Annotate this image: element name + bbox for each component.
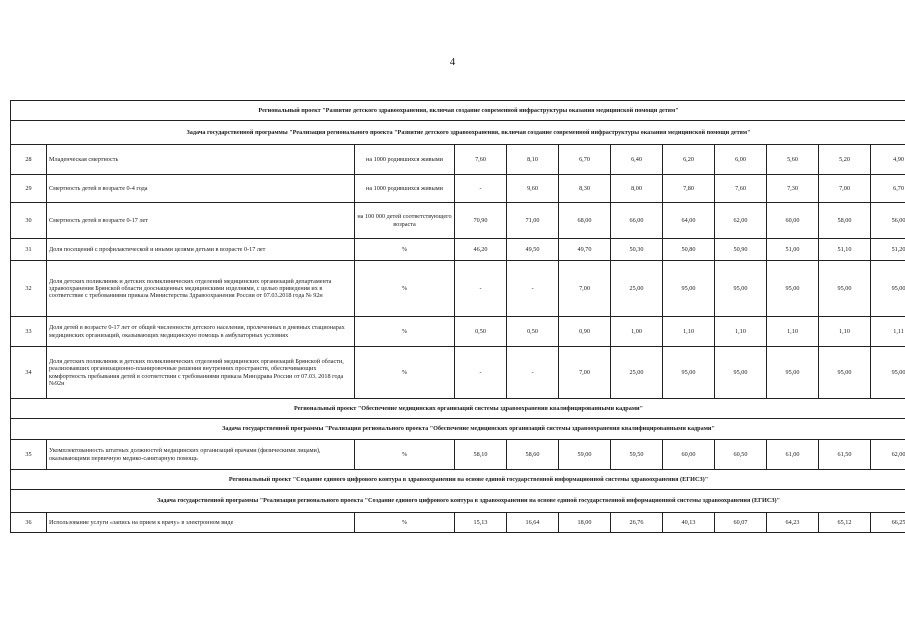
indicator-value: 95,00 [819, 261, 871, 317]
indicator-value: 7,00 [819, 175, 871, 203]
indicator-value: 4,90 [871, 145, 905, 175]
indicator-value: 59,50 [611, 440, 663, 470]
indicator-value: 50,90 [715, 239, 767, 261]
indicator-name: Доля детских поликлиник и детских поликлинических отделений медицинских организаций департамента здравоохранения Брянской области дооснащенных медицинскими изделиями, с целью приведения их в соответствие с требованиями приказа Министерства Здравоохранения России от 07.03.2018 года № 92н [47, 261, 355, 317]
indicator-value: - [455, 175, 507, 203]
unit-of-measure: % [355, 261, 455, 317]
unit-of-measure: на 1000 родившихся живыми [355, 145, 455, 175]
table-row [11, 317, 905, 347]
regional-project-title: Региональный проект "Создание единого цифрового контура в здравоохранении на основе единой государственной информационной системы здравоохранения (ЕГИСЗ)" [11, 470, 905, 490]
program-task-title: Задача государственной программы "Реализация регионального проекта "Создание единого цифрового контура в здравоохранении на основе единой государственной информационной системы здравоохранения (ЕГИСЗ)" [11, 490, 905, 513]
row-number: 34 [11, 347, 47, 399]
program-task-title: Задача государственной программы "Реализация регионального проекта "Обеспечение медицинских организаций системы здравоохранения квалифицированными кадрами" [11, 419, 905, 440]
indicator-value: 6,20 [663, 145, 715, 175]
program-task-row [11, 121, 905, 145]
indicator-value: 95,00 [715, 347, 767, 399]
unit-of-measure: на 1000 родившихся живыми [355, 175, 455, 203]
regional-project-row [11, 399, 905, 419]
indicator-value: 64,23 [767, 513, 819, 533]
table-row [11, 261, 905, 317]
indicator-value: 16,64 [507, 513, 559, 533]
indicator-value: 6,70 [559, 145, 611, 175]
indicator-value: 51,10 [819, 239, 871, 261]
indicator-value: 95,00 [663, 347, 715, 399]
table-row [11, 203, 905, 239]
indicator-value: 1,10 [767, 317, 819, 347]
regional-project-title: Региональный проект "Развитие детского здравоохранения, включая создание современной инфраструктуры оказания медицинской помощи детям" [11, 101, 905, 121]
indicator-name: Доля детей в возрасте 0-17 лет от общей численности детского населения, пролеченных в дневных стационарах медицинских организаций, оказывающих медицинскую помощь в амбулаторных условиях [47, 317, 355, 347]
indicator-value: 15,13 [455, 513, 507, 533]
indicator-value: 58,00 [819, 203, 871, 239]
indicator-value: 7,80 [663, 175, 715, 203]
table-row [11, 175, 905, 203]
indicator-value: 7,00 [559, 347, 611, 399]
unit-of-measure: % [355, 513, 455, 533]
indicator-value: 71,00 [507, 203, 559, 239]
indicator-name: Доля посещений с профилактической и иными целями детьми в возрасте 0-17 лет [47, 239, 355, 261]
indicator-value: 60,00 [767, 203, 819, 239]
indicator-value: 95,00 [767, 261, 819, 317]
indicator-value: 0,50 [507, 317, 559, 347]
indicator-value: 50,30 [611, 239, 663, 261]
indicator-value: 1,00 [611, 317, 663, 347]
indicator-value: 95,00 [871, 347, 905, 399]
indicator-value: 1,11 [871, 317, 905, 347]
indicator-value: 62,00 [871, 440, 905, 470]
indicator-name: Смертность детей в возрасте 0-4 года [47, 175, 355, 203]
indicator-value: 95,00 [819, 347, 871, 399]
indicator-value: 70,90 [455, 203, 507, 239]
unit-of-measure: % [355, 317, 455, 347]
indicator-value: 65,12 [819, 513, 871, 533]
indicator-value: - [455, 347, 507, 399]
table-row [11, 513, 905, 533]
indicator-value: 95,00 [715, 261, 767, 317]
indicator-value: 5,20 [819, 145, 871, 175]
indicator-value: 6,00 [715, 145, 767, 175]
table-row [11, 239, 905, 261]
indicator-value: 8,00 [611, 175, 663, 203]
indicator-value: 56,00 [871, 203, 905, 239]
indicator-value: 5,60 [767, 145, 819, 175]
row-number: 29 [11, 175, 47, 203]
unit-of-measure: % [355, 347, 455, 399]
indicator-value: 49,50 [507, 239, 559, 261]
indicator-name: Смертность детей в возрасте 0-17 лет [47, 203, 355, 239]
indicator-value: 95,00 [663, 261, 715, 317]
regional-project-row [11, 470, 905, 490]
indicator-value: 62,00 [715, 203, 767, 239]
indicator-value: 9,60 [507, 175, 559, 203]
table-row [11, 440, 905, 470]
indicator-value: 7,60 [455, 145, 507, 175]
regional-project-title: Региональный проект "Обеспечение медицинских организаций системы здравоохранения квалифицированными кадрами" [11, 399, 905, 419]
indicator-value: 60,50 [715, 440, 767, 470]
indicator-value: 26,76 [611, 513, 663, 533]
indicator-value: 60,07 [715, 513, 767, 533]
unit-of-measure: на 100 000 детей соответствующего возраста [355, 203, 455, 239]
indicator-value: - [507, 347, 559, 399]
indicator-value: 6,40 [611, 145, 663, 175]
indicator-value: 7,60 [715, 175, 767, 203]
page-number: 4 [449, 56, 456, 68]
indicator-value: 61,00 [767, 440, 819, 470]
indicator-value: 8,10 [507, 145, 559, 175]
indicators-table [10, 100, 905, 533]
indicator-value: 51,20 [871, 239, 905, 261]
indicator-value: 95,00 [871, 261, 905, 317]
indicator-value: 0,50 [455, 317, 507, 347]
indicator-value: 1,10 [819, 317, 871, 347]
indicator-value: 6,70 [871, 175, 905, 203]
indicator-value: 25,00 [611, 261, 663, 317]
row-number: 36 [11, 513, 47, 533]
indicator-value: 40,13 [663, 513, 715, 533]
indicator-name: Младенческая смертность [47, 145, 355, 175]
indicator-value: 50,80 [663, 239, 715, 261]
indicator-value: 1,10 [663, 317, 715, 347]
indicator-value: 7,00 [559, 261, 611, 317]
regional-project-row [11, 101, 905, 121]
indicator-value: 1,10 [715, 317, 767, 347]
row-number: 28 [11, 145, 47, 175]
indicator-value: 58,60 [507, 440, 559, 470]
program-task-row [11, 419, 905, 440]
indicator-value: 51,00 [767, 239, 819, 261]
indicator-value: 18,00 [559, 513, 611, 533]
program-task-title: Задача государственной программы "Реализация регионального проекта "Развитие детского здравоохранения, включая создание современной инфраструктуры оказания медицинской помощи детям" [11, 121, 905, 145]
table-row [11, 347, 905, 399]
indicator-value: 49,70 [559, 239, 611, 261]
indicator-value: 95,00 [767, 347, 819, 399]
unit-of-measure: % [355, 440, 455, 470]
indicator-value: 66,25 [871, 513, 905, 533]
indicator-value: 68,00 [559, 203, 611, 239]
indicator-value: 58,10 [455, 440, 507, 470]
indicator-value: 59,00 [559, 440, 611, 470]
row-number: 35 [11, 440, 47, 470]
indicator-name: Укомплектованность штатных должностей медицинских организаций врачами (физическими лицами), оказывающими первичную медико-санитарную помощь [47, 440, 355, 470]
program-task-row [11, 490, 905, 513]
indicator-value: 60,00 [663, 440, 715, 470]
unit-of-measure: % [355, 239, 455, 261]
indicator-value: - [455, 261, 507, 317]
row-number: 32 [11, 261, 47, 317]
indicator-value: 61,50 [819, 440, 871, 470]
indicator-name: Доля детских поликлиник и детских поликлинических отделений медицинских организаций Брянской области, реализовавших организационно-планировочные решения внутренних пространств, обеспечивающих комфортность пребывания детей в соответствии с требованиями приказа Минздрава России от 07.03. 2018 года №92н [47, 347, 355, 399]
indicator-value: 25,00 [611, 347, 663, 399]
indicator-name: Использование услуги «запись на прием к врачу» в электронном виде [47, 513, 355, 533]
row-number: 30 [11, 203, 47, 239]
indicator-value: 66,00 [611, 203, 663, 239]
row-number: 31 [11, 239, 47, 261]
indicator-value: 0,90 [559, 317, 611, 347]
indicator-value: 46,20 [455, 239, 507, 261]
table-row [11, 145, 905, 175]
indicator-value: - [507, 261, 559, 317]
indicator-value: 7,30 [767, 175, 819, 203]
indicator-value: 64,00 [663, 203, 715, 239]
indicator-value: 8,30 [559, 175, 611, 203]
row-number: 33 [11, 317, 47, 347]
